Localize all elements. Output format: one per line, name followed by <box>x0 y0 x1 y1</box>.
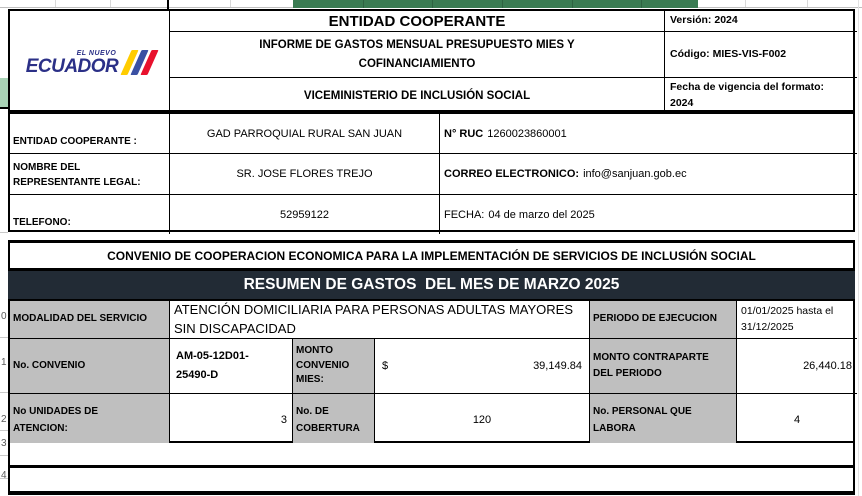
unidades-value-text: 3 <box>280 413 287 426</box>
ruc-value: 1260023860001 <box>487 127 567 140</box>
cobertura-label-cell <box>293 394 375 445</box>
fecha-cell[interactable] <box>440 195 857 234</box>
representante-value-cell[interactable] <box>170 154 440 195</box>
unidades-label-text: No UNIDADES DE ATENCION: <box>13 405 99 434</box>
summary-banner-text: RESUMEN DE GASTOS DEL MES DE MARZO 2025 <box>243 276 620 293</box>
monto-mies-label-text: MONTO CONVENIO MIES: <box>296 345 350 386</box>
cobertura-label-text: No. DE COBERTURA <box>296 405 360 434</box>
modalidad-label-text: MODALIDAD DEL SERVICIO <box>13 313 148 325</box>
column-separator <box>745 0 746 7</box>
selection-border <box>0 107 8 109</box>
row-number: 1 <box>1 357 7 368</box>
gridline <box>0 337 8 338</box>
column-separator <box>432 0 433 8</box>
column-header-edge-right <box>698 7 862 8</box>
modalidad-value-text: ATENCIÓN DOMICILIARIA PARA PERSONAS ADULTAS MAYORES SIN DISCAPACIDAD <box>174 302 573 336</box>
flag-stripes-icon <box>123 50 153 75</box>
telefono-label <box>10 195 170 234</box>
telefono-label-text: TELEFONO: <box>13 217 71 228</box>
code-cell[interactable] <box>665 32 857 78</box>
personal-label-cell <box>590 394 737 445</box>
version-cell[interactable] <box>665 11 857 32</box>
gridline-vertical <box>858 0 859 496</box>
row-number: 4 <box>1 470 7 481</box>
summary-banner <box>8 271 855 299</box>
version-text: Versión: 2024 <box>670 14 738 27</box>
personal-label-text: No. PERSONAL QUE LABORA <box>593 405 692 434</box>
logo-tagline: EL NUEVO <box>76 50 117 57</box>
cobertura-value-cell[interactable] <box>375 394 590 445</box>
contraparte-label-cell <box>590 339 737 394</box>
ruc-label: N° RUC <box>444 127 484 140</box>
form-title: ENTIDAD COOPERANTE <box>328 12 506 30</box>
column-separator <box>641 0 642 8</box>
monto-mies-value-cell[interactable] <box>375 339 590 394</box>
column-separator <box>807 0 808 7</box>
code-text: Código: MIES-VIS-F002 <box>670 47 787 60</box>
entidad-value-cell[interactable] <box>170 114 440 154</box>
personal-value-cell[interactable] <box>737 394 857 445</box>
column-separator <box>363 0 364 8</box>
validity-text: Fecha de vigencia del formato: 2024 <box>670 81 825 109</box>
periodo-value-cell[interactable] <box>737 301 857 339</box>
convenio-label-text: No. CONVENIO <box>13 359 86 371</box>
entidad-value-text: GAD PARROQUIAL RURAL SAN JUAN <box>206 127 403 140</box>
telefono-value-text: 52959122 <box>280 208 329 221</box>
contraparte-value-text: 26,440.18 <box>803 360 852 372</box>
gridline <box>0 430 8 431</box>
modalidad-value-cell[interactable] <box>170 301 590 339</box>
selected-columns-header[interactable] <box>293 0 698 8</box>
correo-cell[interactable] <box>440 154 857 195</box>
periodo-label-text: PERIODO DE EJECUCION <box>593 313 717 325</box>
monto-mies-label-cell <box>293 339 375 394</box>
ecuador-logo-text <box>26 50 119 75</box>
row-number: 2 <box>1 414 7 425</box>
cobertura-value-text: 120 <box>472 413 492 426</box>
currency-symbol: $ <box>382 360 389 372</box>
divider-band <box>8 491 855 495</box>
fecha-value: 04 de marzo del 2025 <box>488 208 595 221</box>
entidad-label-text: ENTIDAD COOPERANTE : <box>13 136 137 147</box>
contraparte-value-cell[interactable] <box>737 339 857 394</box>
department-cell <box>170 78 665 114</box>
logo-wordmark: ECUADOR <box>25 56 119 77</box>
form-header <box>8 9 855 112</box>
correo-label: CORREO ELECTRONICO: <box>444 168 580 180</box>
form-title-cell <box>170 11 665 32</box>
row-number: 0 <box>1 311 7 322</box>
agreement-banner <box>8 243 855 268</box>
ruc-cell[interactable] <box>440 114 857 154</box>
ecuador-logo <box>26 50 154 75</box>
validity-cell[interactable] <box>665 78 857 114</box>
empty-row[interactable] <box>8 468 855 491</box>
gridline <box>0 455 8 456</box>
contraparte-label-text: MONTO CONTRAPARTE DEL PERIODO <box>593 352 709 379</box>
column-header-edge-left <box>0 7 293 8</box>
summary-table <box>8 299 855 443</box>
column-separator <box>502 0 503 8</box>
column-separator <box>55 0 56 7</box>
modalidad-label-cell <box>10 301 170 339</box>
selected-row-header[interactable] <box>0 78 8 107</box>
representante-label <box>10 154 170 195</box>
form-subtitle: INFORME DE GASTOS MENSUAL PRESUPUESTO MIES Y COFINANCIAMIENTO <box>259 39 575 70</box>
empty-row[interactable] <box>8 443 855 465</box>
convenio-value-text: AM-05-12D01-25490-D <box>176 350 249 381</box>
column-separator <box>110 0 111 7</box>
convenio-value-cell[interactable] <box>170 339 293 394</box>
agreement-banner-text: CONVENIO DE COOPERACION ECONOMICA PARA LA IMPLEMENTACIÓN DE SERVICIOS DE INCLUSIÓN SOCIAL <box>107 248 756 263</box>
row-number: 3 <box>1 438 7 449</box>
telefono-value-cell[interactable] <box>170 195 440 234</box>
fecha-label: FECHA: <box>444 208 485 221</box>
department-text: VICEMINISTERIO DE INCLUSIÓN SOCIAL <box>303 90 531 102</box>
row-header-strip[interactable] <box>0 9 8 496</box>
periodo-label-cell <box>590 301 737 339</box>
correo-value: info@sanjuan.gob.ec <box>583 168 687 180</box>
entidad-label <box>10 114 170 154</box>
gridline <box>0 392 8 393</box>
form-subtitle-cell <box>170 32 665 78</box>
monto-mies-value-text: 39,149.84 <box>533 360 582 372</box>
convenio-label-cell <box>10 339 170 394</box>
unidades-label-cell <box>10 394 170 445</box>
entity-info <box>8 112 855 232</box>
column-separator <box>572 0 573 8</box>
logo-cell <box>10 11 170 114</box>
column-separator <box>230 0 231 7</box>
representante-label-text: NOMBRE DEL REPRESENTANTE LEGAL: <box>13 162 141 188</box>
unidades-value-cell[interactable] <box>170 394 293 445</box>
personal-value-text: 4 <box>793 413 801 426</box>
periodo-value-text: 01/01/2025 hasta el 31/12/2025 <box>741 304 834 333</box>
representante-value-text: SR. JOSE FLORES TREJO <box>236 168 373 180</box>
gridline <box>0 232 8 233</box>
